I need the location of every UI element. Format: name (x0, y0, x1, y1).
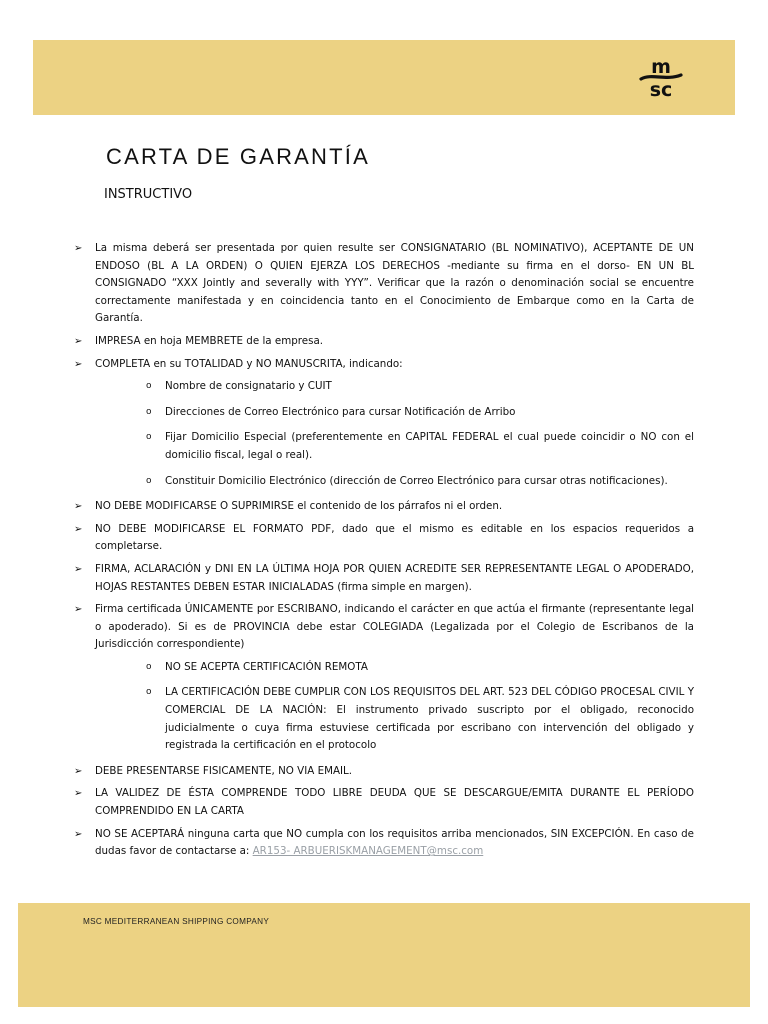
circle-bullet-icon: o (146, 687, 152, 698)
list-item (74, 356, 694, 374)
list-item-contact (74, 826, 694, 861)
list-item-text: La misma deberá ser presentada por quien resulte ser CONSIGNATARIO (BL NOMINATIVO), ACEPTANTE DE UN ENDOSO (BL A LA ORDEN) O QUIEN EJERZA LOS DERECHOS -mediante su firma en el dorso- EN UN BL CONSIGNADO “XXX Jointly and severally with YYY”. Verificar que la razón o denominación social se encuentre correctamente manifestada y en coincidencia tanto en el Conocimiento de Embarque como en la Carta de Garantía. (95, 242, 694, 325)
arrow-bullet-icon: ➢ (74, 828, 83, 840)
arrow-bullet-icon: ➢ (74, 604, 83, 616)
list-item (74, 498, 694, 516)
svg-text:m: m (651, 56, 671, 78)
sub-list-item (74, 684, 694, 754)
list-item-text: COMPLETA en su TOTALIDAD y NO MANUSCRITA, indicando: (95, 357, 403, 370)
arrow-bullet-icon: ➢ (74, 358, 83, 370)
header-band (33, 40, 735, 115)
circle-bullet-icon: o (146, 381, 152, 392)
footer-company-name: MSC MEDITERRANEAN SHIPPING COMPANY (83, 917, 270, 926)
instructions-list (74, 240, 694, 866)
list-item (74, 333, 694, 351)
list-item-text: NO SE ACEPTA CERTIFICACIÓN REMOTA (165, 660, 368, 673)
contact-text: NO SE ACEPTARÁ ninguna carta que NO cumpla con los requisitos arriba mencionados, SIN EXCEPCIÓN. En caso de dudas favor de contactarse a: (95, 827, 694, 858)
arrow-bullet-icon: ➢ (74, 563, 83, 575)
sub-list-item (74, 404, 694, 422)
instructions-items (74, 240, 694, 821)
sub-list-item (74, 378, 694, 396)
arrow-bullet-icon: ➢ (74, 501, 83, 513)
sub-list-item (74, 473, 694, 491)
list-item (74, 785, 694, 820)
list-item-text: LA CERTIFICACIÓN DEBE CUMPLIR CON LOS REQUISITOS DEL ART. 523 DEL CÓDIGO PROCESAL CIVIL Y COMERCIAL DE LA NACIÓN: El instrumento privado suscripto por el obligado, reconocido judicialmente o cuya firma estuviese certificada por escribano con intervención del obligado y registrada la certificación en el protocolo (165, 686, 694, 752)
arrow-bullet-icon: ➢ (74, 335, 83, 347)
arrow-bullet-icon: ➢ (74, 243, 83, 254)
circle-bullet-icon: o (146, 475, 152, 486)
arrow-bullet-icon: ➢ (74, 765, 83, 777)
sub-list-item (74, 659, 694, 677)
list-item-text: NO DEBE MODIFICARSE O SUPRIMIRSE el contenido de los párrafos ni el orden. (95, 500, 503, 513)
arrow-bullet-icon: ➢ (74, 523, 83, 535)
document-subtitle: INSTRUCTIVO (104, 187, 193, 202)
list-item (74, 521, 694, 556)
list-item-text: Fijar Domicilio Especial (preferentemente en CAPITAL FEDERAL el cual puede coincidir o NO con el domicilio fiscal, legal o real). (165, 431, 694, 461)
list-item-text: Constituir Domicilio Electrónico (dirección de Correo Electrónico para cursar otras notificaciones). (165, 474, 668, 487)
circle-bullet-icon: o (146, 406, 152, 417)
list-item-text: Direcciones de Correo Electrónico para cursar Notificación de Arribo (165, 405, 516, 418)
list-item (74, 601, 694, 654)
circle-bullet-icon: o (146, 432, 152, 443)
svg-text:sc: sc (649, 79, 673, 100)
list-item-text: Nombre de consignatario y CUIT (165, 380, 332, 393)
msc-logo (638, 54, 684, 100)
list-item-text: LA VALIDEZ DE ÉSTA COMPRENDE TODO LIBRE DEUDA QUE SE DESCARGUE/EMITA DURANTE EL PERÍODO COMPRENDIDO EN LA CARTA (95, 787, 694, 818)
list-item-text: NO DEBE MODIFICARSE EL FORMATO PDF, dado que el mismo es editable en los espacios requeridos a completarse. (95, 522, 694, 553)
list-item-text: Firma certificada ÚNICAMENTE por ESCRIBANO, indicando el carácter en que actúa el firmante (representante legal o apoderado). Si es de PROVINCIA debe estar COLEGIADA (Legalizada por el Colegio de Escribanos de la Jurisdicción correspondiente) (95, 603, 694, 651)
list-item (74, 561, 694, 596)
list-item-text: FIRMA, ACLARACIÓN y DNI EN LA ÚLTIMA HOJA POR QUIEN ACREDITE SER REPRESENTANTE LEGAL O APODERADO, HOJAS RESTANTES DEBEN ESTAR INICIALADAS (firma simple en margen). (95, 562, 694, 593)
list-item (74, 763, 694, 781)
list-item-text: IMPRESA en hoja MEMBRETE de la empresa. (95, 334, 324, 347)
list-item (74, 240, 694, 328)
sub-list-item (74, 429, 694, 464)
contact-email-link[interactable]: AR153- ARBUERISKMANAGEMENT@msc.com (252, 845, 484, 858)
arrow-bullet-icon: ➢ (74, 788, 83, 800)
document-title: CARTA DE GARANTÍA (106, 144, 370, 169)
circle-bullet-icon: o (146, 661, 152, 672)
list-item-text: DEBE PRESENTARSE FISICAMENTE, NO VIA EMAIL. (95, 764, 353, 777)
